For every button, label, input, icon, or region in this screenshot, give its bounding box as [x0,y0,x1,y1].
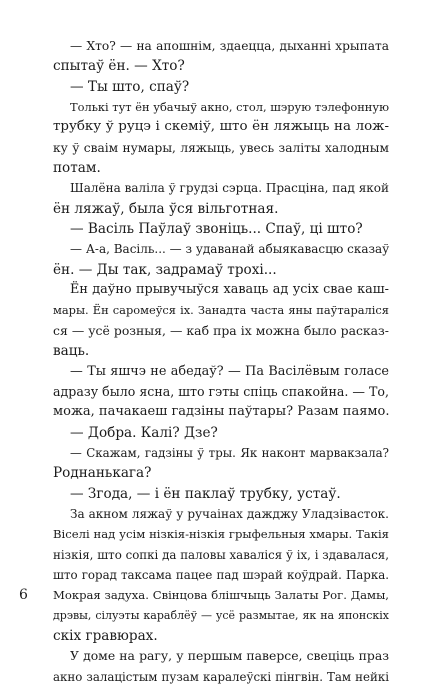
text-line: У доме на рагу, у першым паверсе, свеціць праз [70,648,389,664]
text-line: дрэвы, сілуэты караблёў — усё размытае, як на японскіх [53,608,389,622]
text-line: трубку ў руцэ і скеміў, што ён ляжыць на лож- [53,119,389,135]
text-line: — Добра. Калі? Дзе? [70,424,218,441]
text-line: мары. Ён саромеўся іх. Занадта часта яны паўтараліся [53,303,389,318]
text-line: можа, пачакаеш гадзіны паўтары? Разам паямо. [53,404,390,420]
text-line: ён. — Ды так, задрамаў трохі... [53,261,277,278]
text-line: — Ты яшчэ не абедаў? — Па Васілёвым голасе [70,363,389,379]
text-line: адразу было ясна, што гэты спіць спакойна. — То, [53,383,389,399]
text-line: скіх гравюрах. [53,627,158,644]
text-line: Мокрая задуха. Свінцова блішчыць Залаты Рог. Дамы, [53,588,389,603]
text-line: ку ў сваім нумары, ляжыць, увесь заліты халодным [53,140,389,155]
text-line: — Згода, — і ён паклаў трубку, устаў. [70,485,341,502]
text-line: ваць. [53,343,90,360]
text-line: нізкія, што сопкі да паловы хаваліся ў іх, і здавалася, [53,547,389,562]
text-line: ся — усё розныя, — каб пра іх можна было расказ- [53,322,389,338]
text-line: — Скажам, гадзіны ў тры. Як наконт марвакзала? [70,445,389,460]
text-line: — Ты што, спаў? [70,78,190,95]
text-line: ён ляжаў, была ўся вільготная. [53,200,279,217]
text-line: Шалёна валіла ў грудзі сэрца. Прасціна, пад якой [70,181,389,196]
text-line: За акном ляжаў у ручаінах дажджу Уладзівасток. [70,506,389,521]
text-line: што горад таксама пацее пад шэрай коўдрай. Парка. [53,567,389,582]
page-number: 6 [19,587,28,603]
text-line: потам. [53,160,101,177]
text-line: — Васіль Паўлаў звоніць... Спаў, ці што? [70,221,363,238]
text-line: Толькі тут ён убачыў акно, стол, шэрую тэлефонную [70,100,389,115]
text-line: — Хто? — на апошнім, здаецца, дыханні хрыпата [70,39,389,53]
text-line: акно залацістым пузам каралеўскі пінгвін. Там нейкі [53,669,389,684]
text-line: Віселі над усім нізкія-нізкія грыфельныя хмары. Такія [53,527,389,542]
text-line: Роднанькага? [53,465,152,482]
page-text-block [53,36,389,687]
text-line: — А-а, Васіль... — з удаванай абыякавасцю сказаў [70,242,390,257]
text-line: Ён даўно прывучыўся хаваць ад усіх свае каш- [70,282,389,298]
text-line: спытаў ён. — Хто? [53,58,185,75]
